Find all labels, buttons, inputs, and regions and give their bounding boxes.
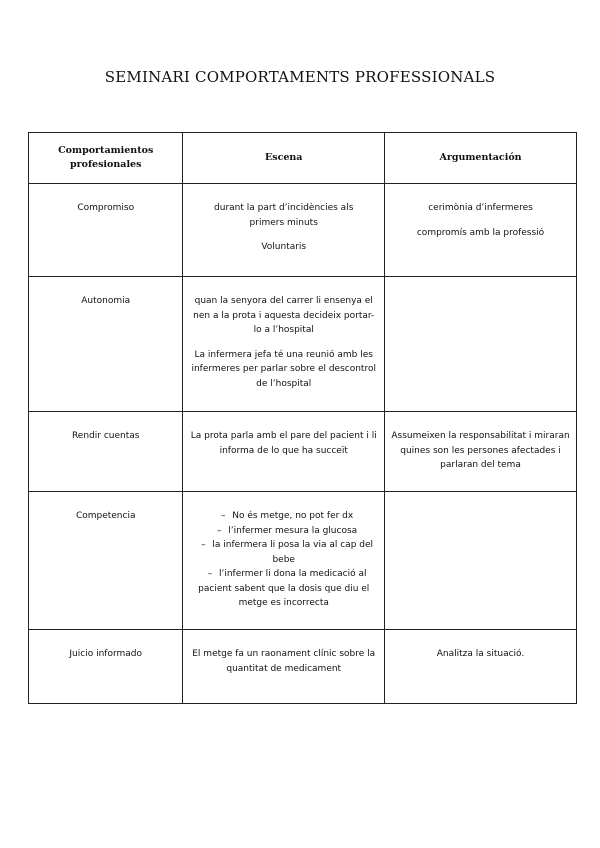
argument-cell [385,492,577,630]
table-row [29,184,577,277]
header-behaviour: Comportamientos profesionales [29,133,183,184]
behaviour-cell: Compromiso [29,184,183,277]
scene-text: El metge fa un raonament clínic sobre la quantitat de medicament [192,649,376,674]
scene-cell [183,630,385,704]
list-item: – No és metge, no pot fer dx [220,511,354,521]
argument-text: cerimònia d’infermeres [428,203,533,213]
header-scene: Escena [183,133,385,184]
scene-text: Voluntaris [261,242,307,252]
behaviour-cell: Competencia [29,492,183,630]
scene-text: durant la part d’incidències als primers minuts [214,203,354,228]
behaviour-cell: Juicio informado [29,630,183,704]
scene-cell [183,412,385,492]
table-row [29,412,577,492]
table-row [29,492,577,630]
table-row [29,277,577,412]
scene-text: quan la senyora del carrer li ensenya el nen a la prota i aquesta decideix portar-lo a l’hospital [193,296,375,335]
behaviours-table [28,132,577,704]
scene-bullet-list [189,509,378,611]
list-item: – l’infermer mesura la glucosa [217,525,358,536]
argument-text: Analitza la situació. [436,649,525,659]
scene-cell [183,277,385,412]
argument-cell [385,184,577,277]
argument-cell [385,277,577,412]
behaviour-cell: Rendir cuentas [29,412,183,492]
scene-cell [183,184,385,277]
argument-text: compromís amb la professió [416,227,545,238]
list-item: – la infermera li posa la via al cap del bebe [201,540,374,565]
header-argument: Argumentación [385,133,577,184]
behaviour-cell: Autonomia [29,277,183,412]
table-row [29,630,577,704]
scene-cell [183,492,385,630]
page-title: SEMINARI COMPORTAMENTS PROFESSIONALS [104,68,496,86]
argument-cell [385,412,577,492]
table-header-row [29,133,577,184]
scene-text: La prota parla amb el pare del pacient i li informa de lo que ha succeït [190,431,377,456]
argument-cell [385,630,577,704]
list-item: – l’infermer li dona la medicació al pacient sabent que la dosis que diu el metge es incorrecta [198,569,370,608]
scene-text: La infermera jefa té una reunió amb les infermeres per parlar sobre el descontrol de l’hospital [191,349,376,389]
argument-text: Assumeixen la responsabilitat i miraran quines son les persones afectades i parlaran del tema [391,431,570,470]
